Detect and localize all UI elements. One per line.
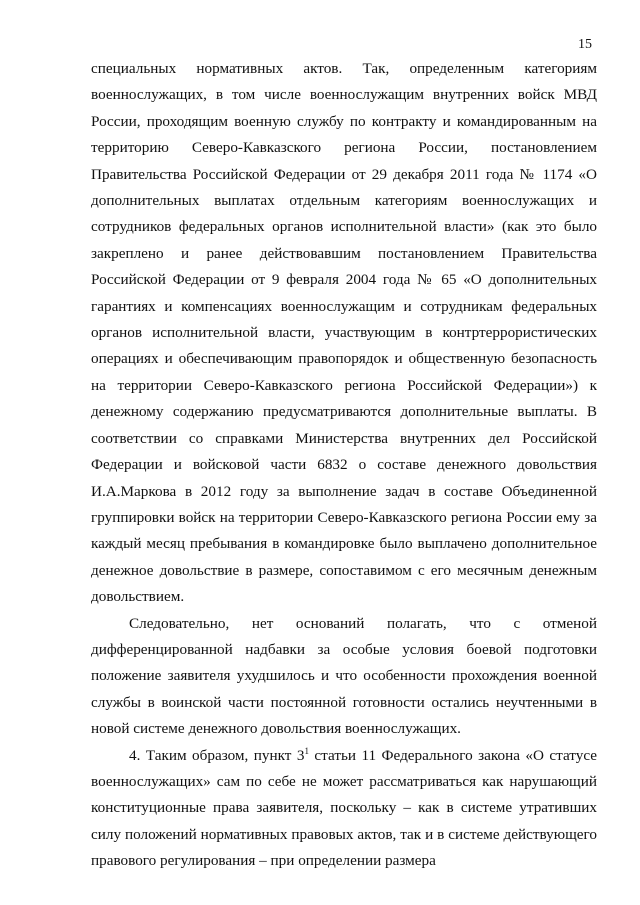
paragraph-3 xyxy=(91,743,597,875)
superscript-marker: 1 xyxy=(304,745,309,756)
paragraph-1: специальных нормативных актов. Так, определенным категориям военнослужащих, в том числе военнослужащим внутренних войск МВД России, проходящим военную службу по контракту и командированным на территорию Северо-Кавказского региона России, постановлением Правительства Российской Федерации от 29 декабря 2011 года № 1174 «О дополнительных выплатах отдельным категориям военнослужащих и сотрудников федеральных органов исполнительной власти» (как это было закреплено и ранее действовавшим постановлением Правительства Российской Федерации от 9 февраля 2004 года № 65 «О дополнительных гарантиях и компенсациях военнослужащим и сотрудникам федеральных органов исполнительной власти, участвующим в контртеррористических операциях и обеспечивающим правопорядок и общественную безопасность на территории Северо-Кавказского региона Российской Федерации») к денежному содержанию предусматриваются дополнительные выплаты. В соответствии со справками Министерства внутренних дел Российской Федерации и войсковой части 6832 о составе денежного довольствия И.А.Маркова в 2012 году за выполнение задач в составе Объединенной группировки войск на территории Северо-Кавказского региона России ему за каждый месяц пребывания в командировке было выплачено дополнительное денежное довольствие в размере, сопоставимом с его месячным денежным довольствием. xyxy=(91,60,597,606)
document-body xyxy=(91,56,597,875)
page-number: 15 xyxy=(578,37,592,52)
paragraph-2: Следовательно, нет оснований полагать, что с отменой дифференцированной надбавки за особые условия боевой подготовки положение заявителя ухудшилось и что особенности прохождения военной службы в воинской части постоянной готовности остались неучтенными в новой системе денежного довольствия военнослужащих. xyxy=(91,614,597,738)
paragraph-3-rest: статьи 11 Федерального закона «О статусе военнослужащих» сам по себе не может рассматриваться как нарушающий конституционные права заявителя, поскольку – как в системе утративших силу положений нормативных правовых актов, так и в системе действующего правового регулирования – при определении размера xyxy=(91,746,597,870)
paragraph-3-start: 4. Таким образом, пункт 3 xyxy=(129,746,305,764)
